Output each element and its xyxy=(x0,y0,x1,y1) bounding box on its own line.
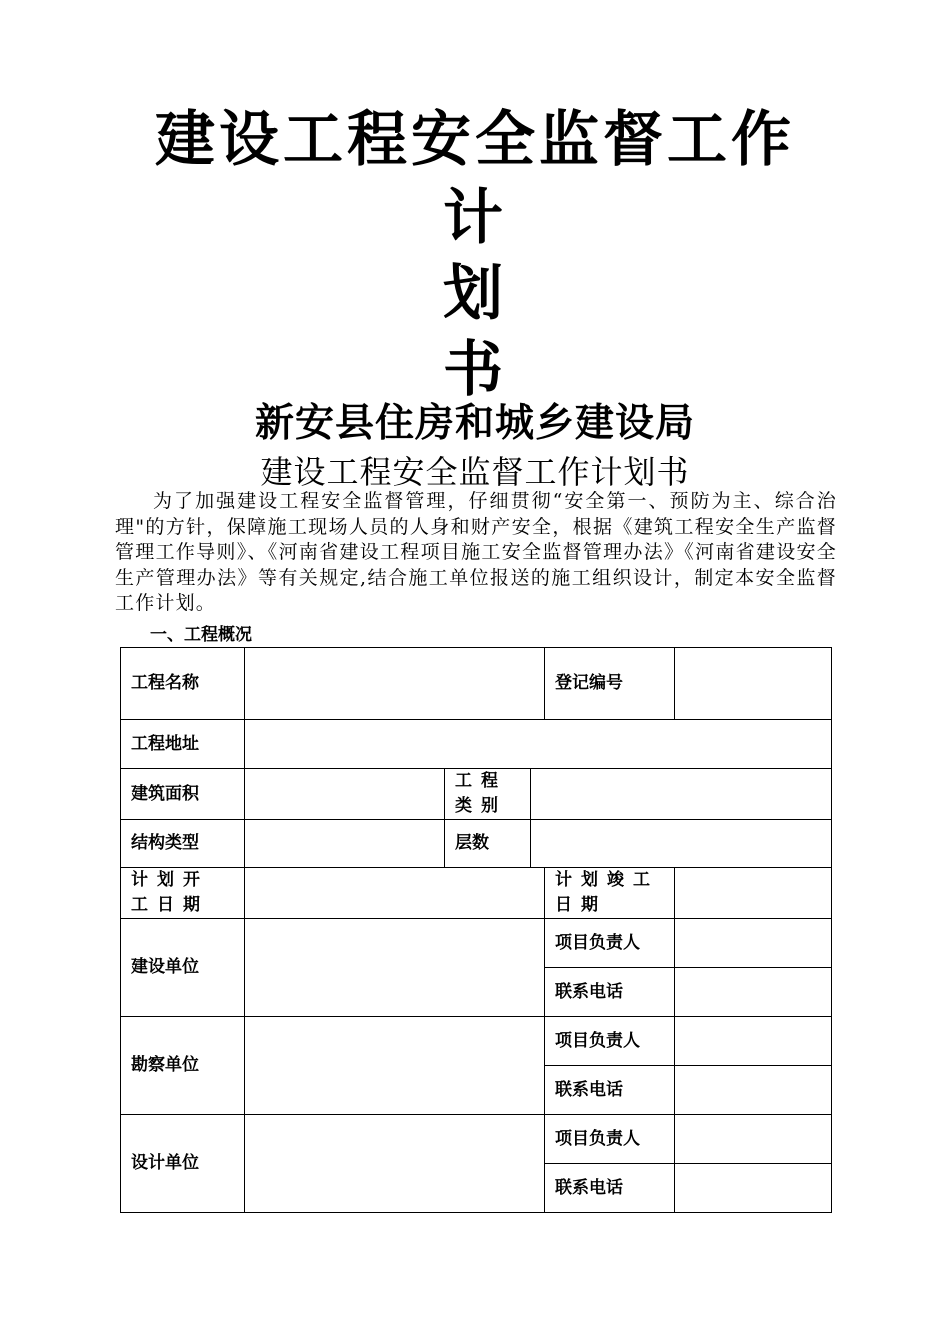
label-survey-phone: 联系电话 xyxy=(545,1066,675,1115)
value-construction-manager xyxy=(675,919,832,968)
value-survey-manager xyxy=(675,1017,832,1066)
value-building-area xyxy=(245,769,445,820)
project-overview-table xyxy=(120,647,832,1213)
value-project-category xyxy=(531,769,832,820)
table-row xyxy=(121,820,832,868)
value-registration-no xyxy=(675,648,832,720)
table-row xyxy=(121,720,832,769)
label-survey-manager: 项目负责人 xyxy=(545,1017,675,1066)
document-title-line-1: 建设工程安全监督工作 xyxy=(155,105,795,175)
value-planned-start xyxy=(245,868,545,919)
label-design-manager: 项目负责人 xyxy=(545,1115,675,1164)
value-construction-unit xyxy=(245,919,545,1017)
label-structure-type: 结构类型 xyxy=(121,820,245,868)
value-survey-unit xyxy=(245,1017,545,1115)
label-project-address: 工程地址 xyxy=(121,720,245,769)
label-survey-unit: 勘察单位 xyxy=(121,1017,245,1115)
value-design-unit xyxy=(245,1115,545,1213)
document-subtitle: 建设工程安全监督工作计划书 xyxy=(260,453,690,491)
intro-paragraph: 为了加强建设工程安全监督管理，仔细贯彻“安全第一、预防为主、综合治理"的方针，保障施工现场人员的人身和财产安全，根据《建筑工程安全生产监督管理工作导则》、《河南省建设工程项目施工安全监督管理办法》《河南省建设安全生产管理办法》等有关规定,结合施工单位报送的施工组织设计，制定本安全监督工作计划。 xyxy=(115,490,837,614)
label-construction-manager: 项目负责人 xyxy=(545,919,675,968)
label-construction-phone: 联系电话 xyxy=(545,968,675,1017)
table-row xyxy=(121,919,832,968)
value-planned-completion xyxy=(675,868,832,919)
table-row xyxy=(121,1115,832,1164)
label-floors: 层数 xyxy=(445,820,531,868)
document-title-line-4: 书 xyxy=(443,335,507,405)
document-title-line-3: 划 xyxy=(443,259,507,329)
label-registration-no: 登记编号 xyxy=(545,648,675,720)
table-row xyxy=(121,868,832,919)
value-design-manager xyxy=(675,1115,832,1164)
value-floors xyxy=(531,820,832,868)
value-project-name xyxy=(245,648,545,720)
value-design-phone xyxy=(675,1164,832,1213)
table-row xyxy=(121,648,832,720)
label-project-name: 工程名称 xyxy=(121,648,245,720)
table-row xyxy=(121,769,832,820)
value-project-address xyxy=(245,720,832,769)
table-row xyxy=(121,1017,832,1066)
label-construction-unit: 建设单位 xyxy=(121,919,245,1017)
value-structure-type xyxy=(245,820,445,868)
value-construction-phone xyxy=(675,968,832,1017)
label-planned-completion: 计划竣工日期 xyxy=(545,868,675,919)
label-planned-start: 计划开工日期 xyxy=(121,868,245,919)
label-design-unit: 设计单位 xyxy=(121,1115,245,1213)
section-heading-overview: 一、工程概况 xyxy=(150,625,252,645)
label-design-phone: 联系电话 xyxy=(545,1164,675,1213)
label-project-category: 工程类别 xyxy=(445,769,531,820)
label-building-area: 建筑面积 xyxy=(121,769,245,820)
agency-name: 新安县住房和城乡建设局 xyxy=(254,400,695,446)
value-survey-phone xyxy=(675,1066,832,1115)
document-title-line-2: 计 xyxy=(443,183,507,253)
